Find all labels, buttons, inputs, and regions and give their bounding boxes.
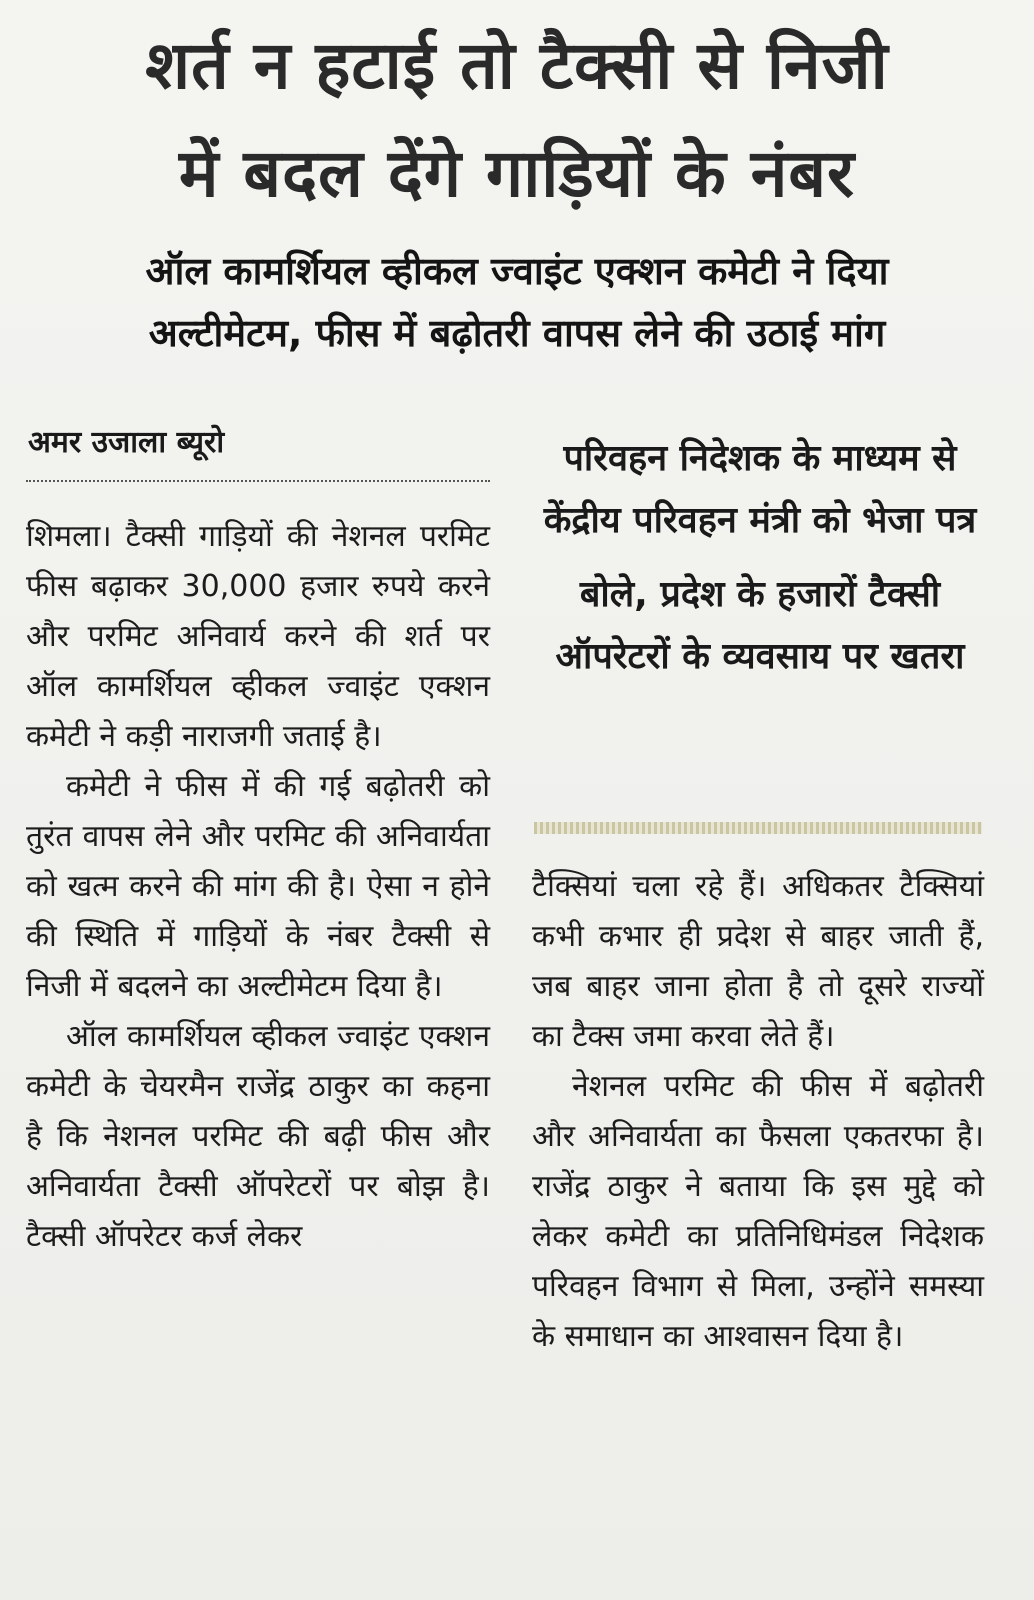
left-paragraph-2: कमेटी ने फीस में की गई बढ़ोतरी को तुरंत वापस लेने और परमिट की अनिवार्यता को खत्म करने की मांग की है। ऐसा न होने की स्थिति में गाड़ियों के नंबर टैक्सी से निजी में बदलने का अल्टीमेटम दिया है। [26, 769, 490, 1004]
column-divider [508, 420, 509, 1590]
headline-line-2: में बदल देंगे गाड़ियों के नंबर [178, 135, 856, 212]
subheadline-line-2: अल्टीमेटम, फीस में बढ़ोतरी वापस लेने की उठाई मांग [148, 311, 886, 355]
subheadline [30, 240, 1004, 364]
left-column [26, 512, 490, 1262]
left-paragraph-1: शिमला। टैक्सी गाड़ियों की नेशनल परमिट फीस बढ़ाकर 30,000 हजार रुपये करने और परमिट अनिवार्य करने की शर्त पर ऑल कामर्शियल व्हीकल ज्वाइंट एक्शन कमेटी ने कड़ी नाराजगी जताई है। [26, 519, 490, 754]
byline-divider [26, 480, 490, 482]
headline-line-1: शर्त न हटाई तो टैक्सी से निजी [145, 27, 889, 104]
byline: अमर उजाला ब्यूरो [28, 425, 225, 460]
headline [20, 12, 1014, 228]
right-paragraph-2: नेशनल परमिट की फीस में बढ़ोतरी और अनिवार्यता का फैसला एकतरफा है। राजेंद्र ठाकुर ने बताया कि इस मुद्दे को लेकर कमेटी का प्रतिनिधिमंडल निदेशक परिवहन विभाग से मिला, उन्होंने समस्या के समाधान का आश्वासन दिया है। [532, 1069, 984, 1354]
pull-quote-divider [534, 822, 982, 834]
subheadline-line-1: ऑल कामर्शियल व्हीकल ज्वाइंट एक्शन कमेटी ने दिया [145, 249, 889, 293]
right-column [532, 862, 984, 1362]
pull-quote-1: परिवहन निदेशक के माध्यम से केंद्रीय परिवहन मंत्री को भेजा पत्र [543, 438, 977, 541]
left-paragraph-3: ऑल कामर्शियल व्हीकल ज्वाइंट एक्शन कमेटी के चेयरमैन राजेंद्र ठाकुर का कहना है कि नेशनल परमिट की बढ़ी फीस और अनिवार्यता टैक्सी ऑपरेटरों पर बोझ है। टैक्सी ऑपरेटर कर्ज लेकर [26, 1019, 490, 1254]
right-paragraph-1: टैक्सियां चला रहे हैं। अधिकतर टैक्सियां कभी कभार ही प्रदेश से बाहर जाती हैं, जब बाहर जाना होता है तो दूसरे राज्यों का टैक्स जमा करवा लेते हैं। [532, 869, 984, 1054]
pull-quote-box [540, 428, 980, 688]
pull-quote-2: बोले, प्रदेश के हजारों टैक्सी ऑपरेटरों के व्यवसाय पर खतरा [555, 574, 965, 677]
